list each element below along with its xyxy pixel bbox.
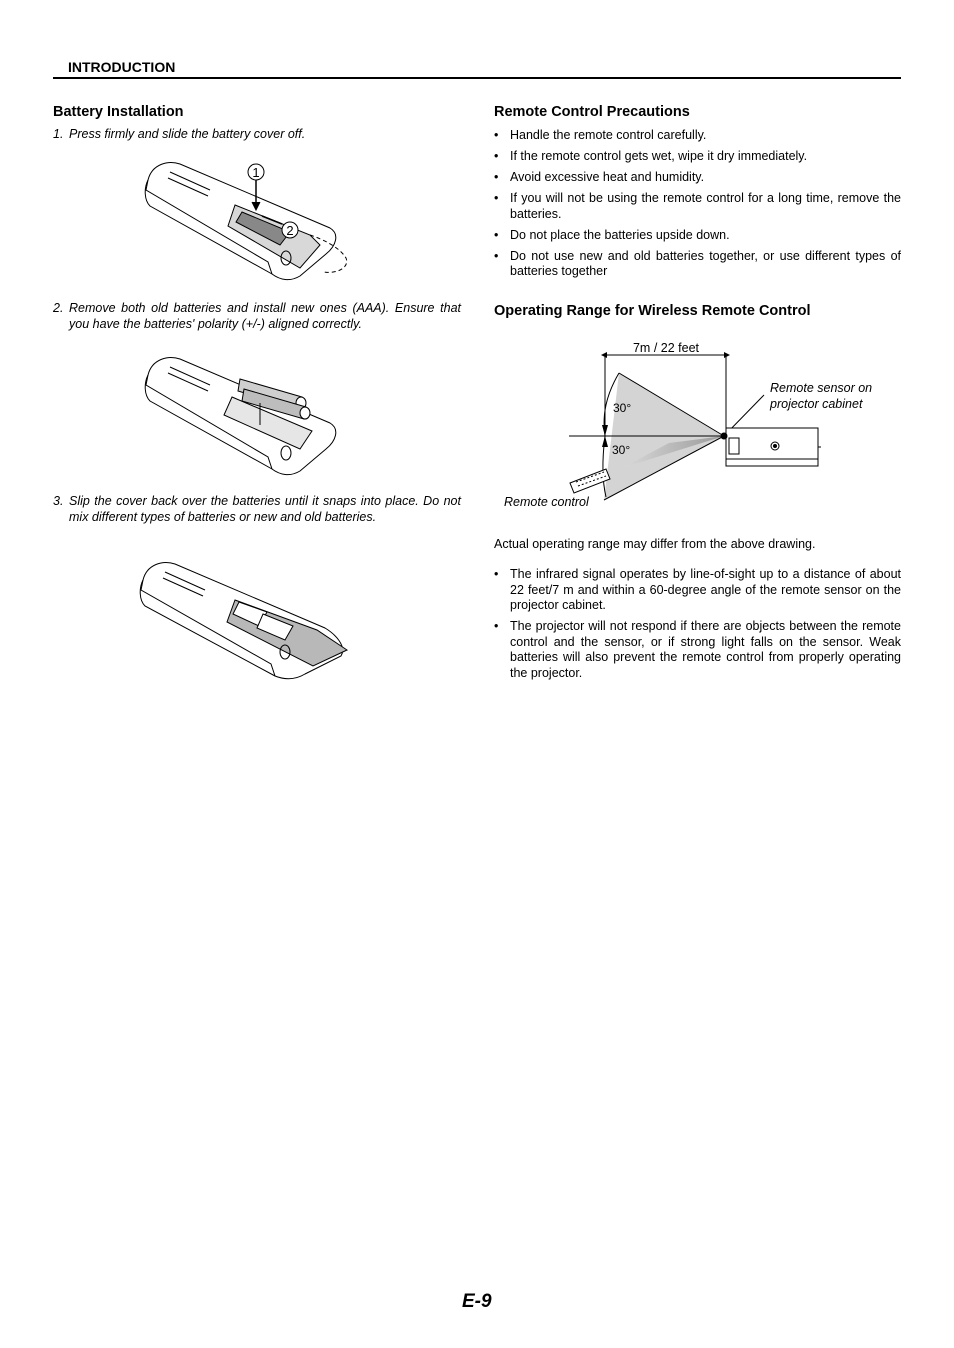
sensor-label-line2: projector cabinet: [770, 397, 863, 411]
distance-label: 7m / 22 feet: [632, 341, 700, 355]
battery-step-3: [53, 493, 461, 525]
section-header: INTRODUCTION: [68, 59, 176, 75]
step-text: Slip the cover back over the batteries until it snaps into place. Do not mix different types of batteries or new and old batteries.: [69, 494, 461, 524]
step-text: Press firmly and slide the battery cover off.: [69, 127, 306, 141]
precautions-list: [494, 128, 901, 280]
list-item: • Handle the remote control carefully.: [494, 128, 901, 144]
operating-range-notes: [494, 536, 901, 687]
header-rule: [53, 77, 901, 79]
list-item: • Do not place the batteries upside down.: [494, 228, 901, 244]
callout-1: 1: [252, 165, 260, 180]
sensor-label-line1: Remote sensor on: [770, 381, 873, 395]
list-item: • If the remote control gets wet, wipe it dry immediately.: [494, 149, 901, 165]
step-number: 1.: [53, 127, 64, 141]
battery-step-1: [53, 126, 461, 142]
callout-2: 2: [286, 223, 294, 238]
page-number: E-9: [462, 1291, 492, 1312]
remote-cover-closed-illustration: [135, 550, 355, 685]
range-list: [494, 567, 901, 681]
list-item: • If you will not be using the remote control for a long time, remove the batteries.: [494, 191, 901, 222]
angle-bottom-label: 30°: [612, 443, 631, 457]
remote-precautions-title: Remote Control Precautions: [494, 104, 690, 120]
list-item: • The infrared signal operates by line-of-sight up to a distance of about 22 feet/7 m and within a 60-degree angle of the remote sensor on the projector cabinet.: [494, 567, 901, 614]
operating-range-title: Operating Range for Wireless Remote Control: [494, 303, 811, 319]
step-number: 2.: [53, 301, 64, 315]
battery-insertion-illustration: [140, 345, 360, 480]
remote-cover-removal-illustration: [140, 150, 360, 285]
battery-installation-title: Battery Installation: [53, 104, 184, 120]
remote-precautions-section: [494, 104, 901, 285]
operating-range-section: [494, 303, 901, 319]
list-item: • Do not use new and old batteries together, or use different types of batteries together: [494, 249, 901, 280]
list-item: • The projector will not respond if there are objects between the remote control and the sensor, or if strong light falls on the sensor. Weak batteries will also prevent the remote control from properly operating the projector.: [494, 619, 901, 681]
battery-step-2: [53, 300, 461, 332]
list-item: • Avoid excessive heat and humidity.: [494, 170, 901, 186]
remote-control-label: Remote control: [504, 495, 589, 509]
range-note: Actual operating range may differ from the above drawing.: [494, 537, 816, 551]
operating-range-diagram: [494, 335, 901, 515]
step-number: 3.: [53, 494, 64, 508]
angle-top-label: 30°: [613, 401, 632, 415]
battery-installation-section: [53, 104, 461, 120]
step-text: Remove both old batteries and install new ones (AAA). Ensure that you have the batteries' polarity (+/-) aligned correctly.: [69, 301, 461, 331]
